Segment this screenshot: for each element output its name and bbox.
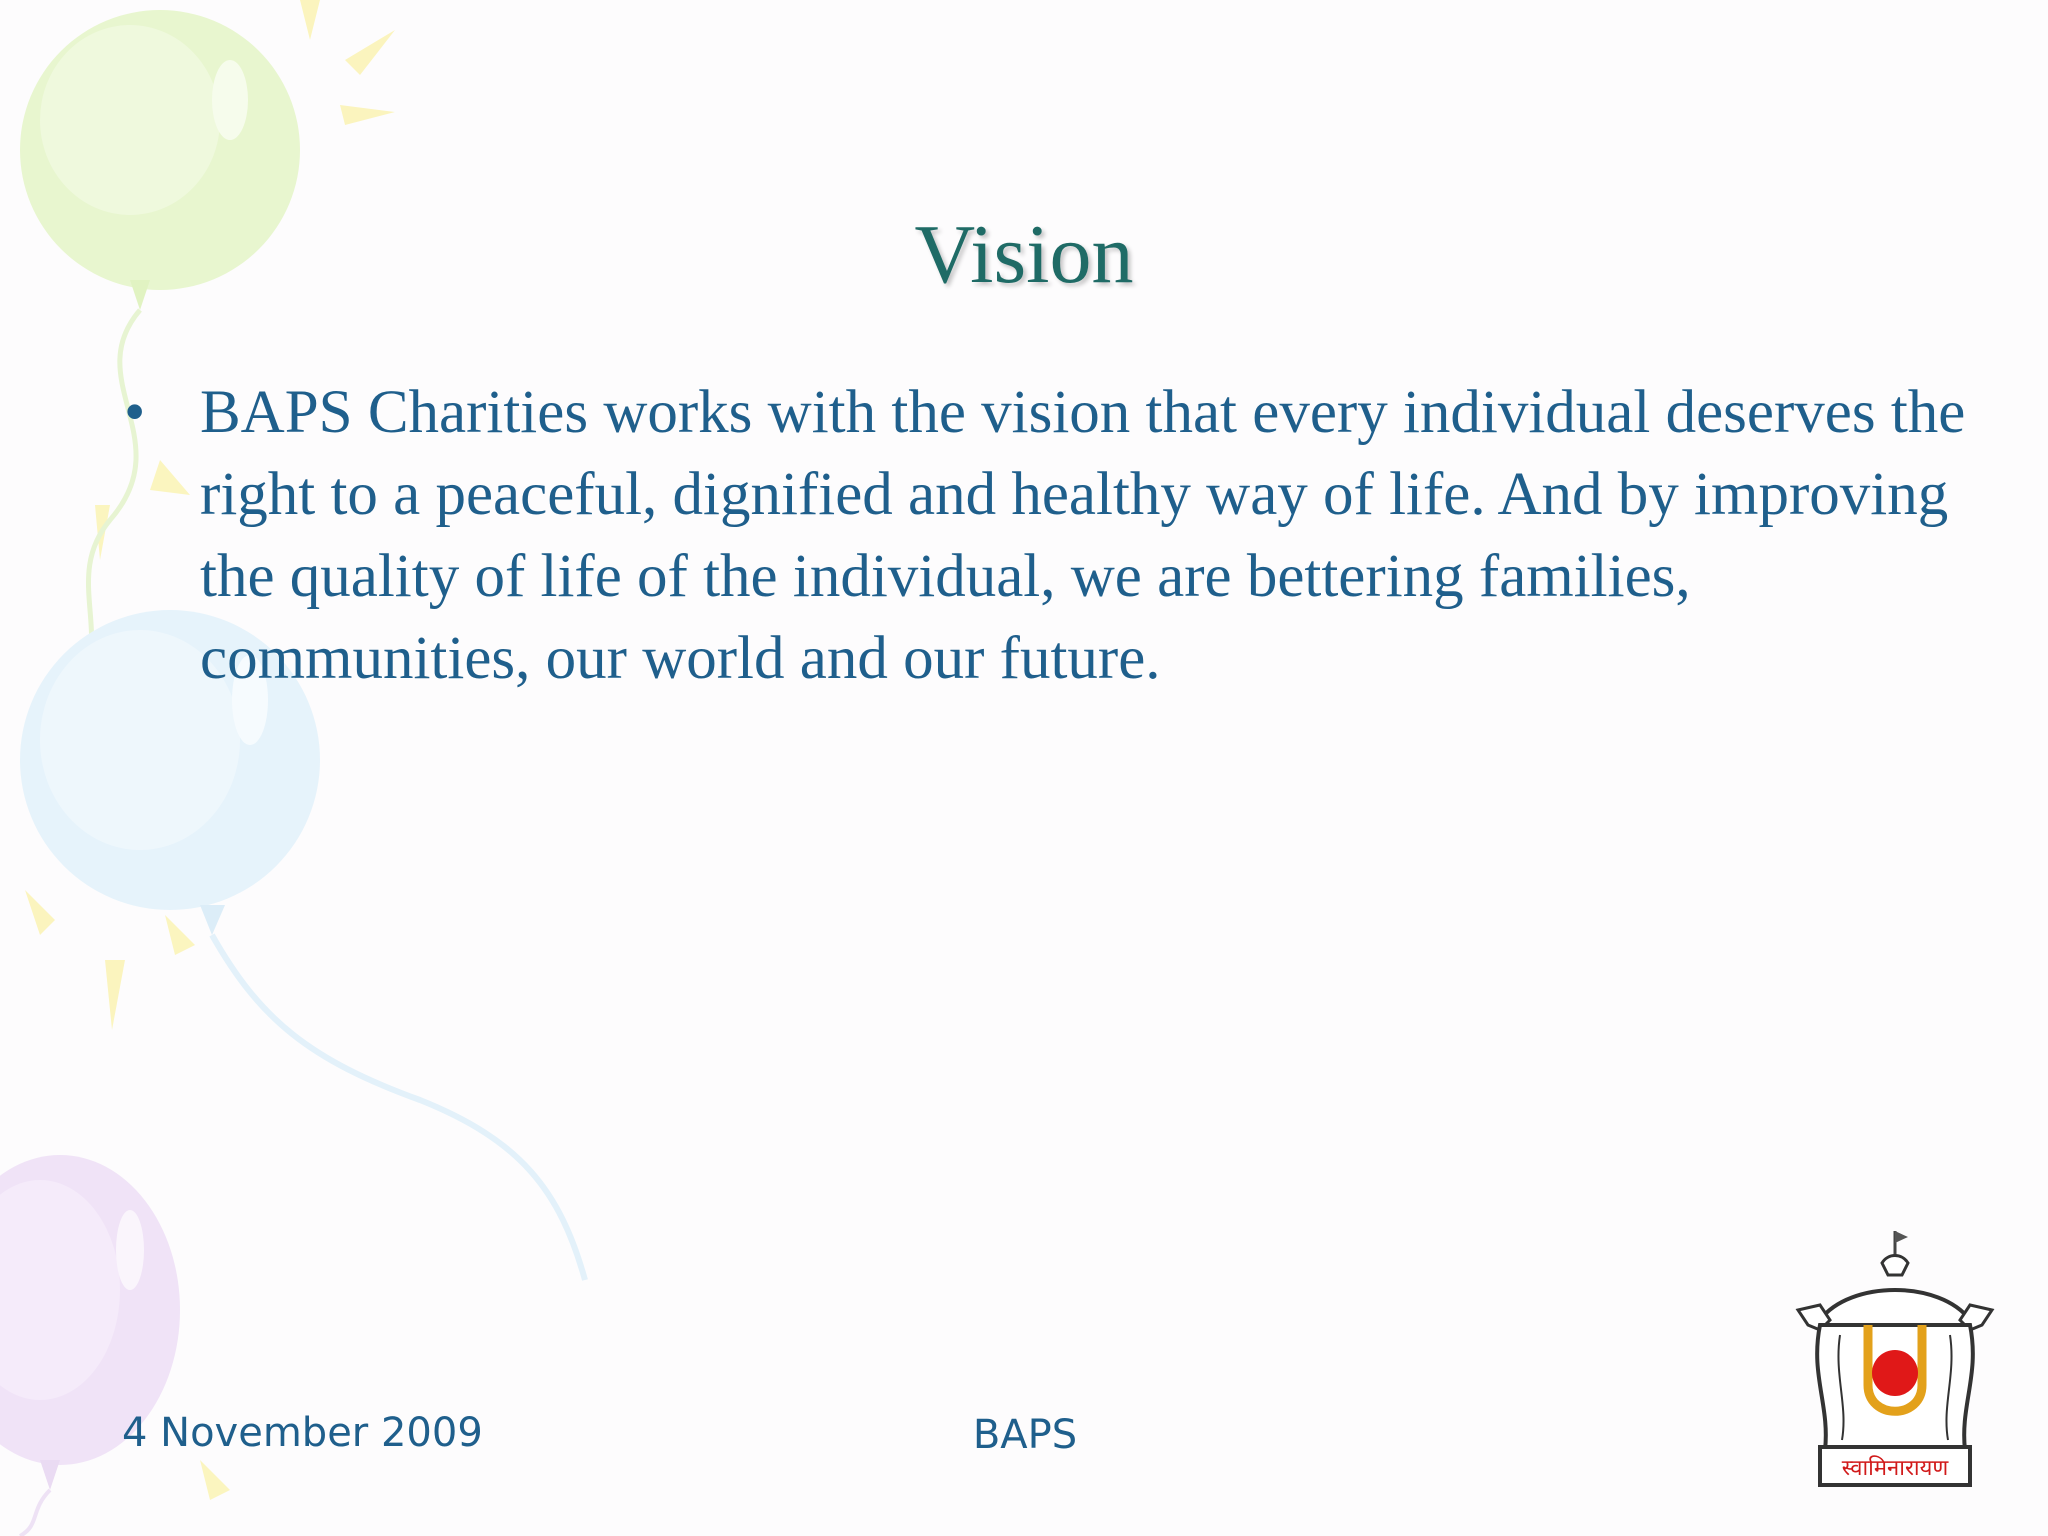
baps-temple-logo-icon (1790, 1225, 2000, 1490)
slide-title: Vision (914, 208, 1134, 301)
bullet-list (118, 372, 1978, 700)
bullet-text: BAPS Charities works with the vision that every individual deserves the right to a peaceful, dignified and healthy way of life. And by improving the quality of life of the individual, we are bettering families, communities, our world and our future. (200, 379, 1966, 692)
bullet-marker: • (124, 379, 146, 446)
bullet-item (118, 372, 1978, 700)
purple-balloon-decoration (0, 1155, 180, 1536)
footer-center-text: BAPS (972, 1412, 1078, 1458)
footer-date: 4 November 2009 (122, 1410, 483, 1456)
logo-text: स्वामिनारायण (1841, 1456, 1949, 1481)
